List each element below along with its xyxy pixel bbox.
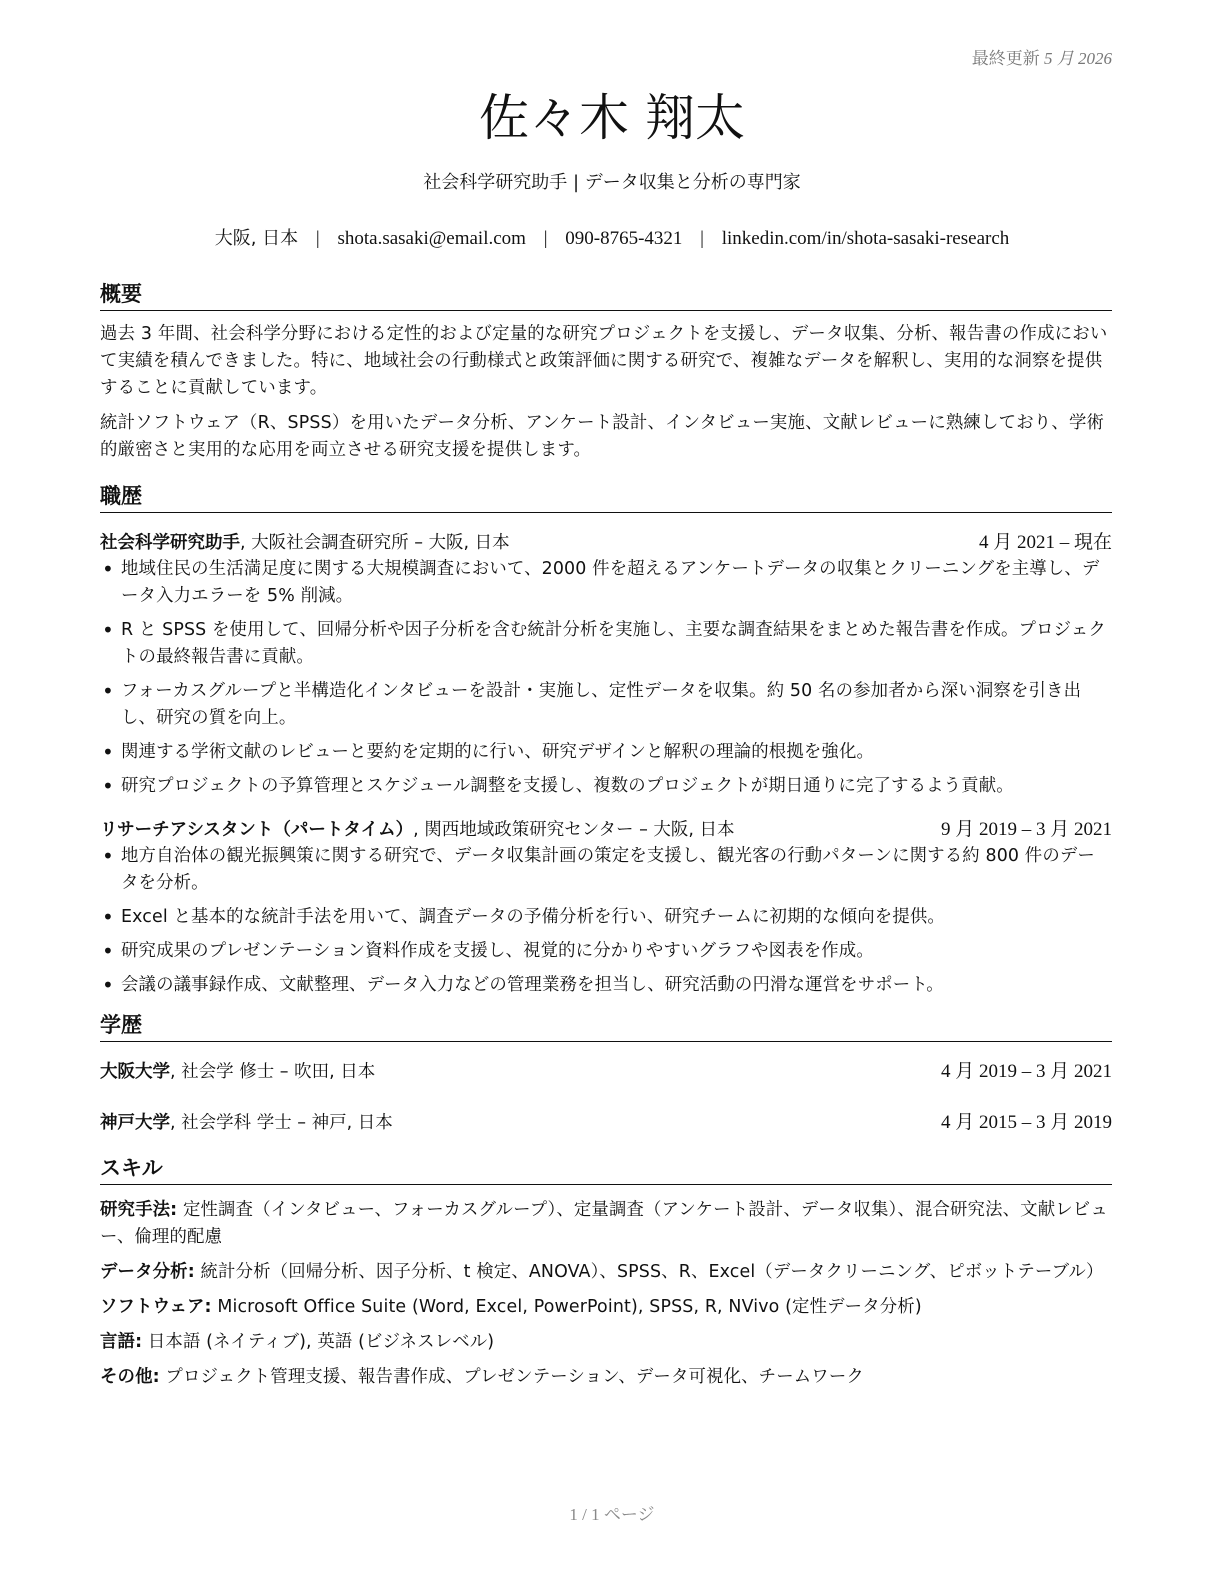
education-entry bbox=[100, 1056, 1112, 1083]
contact-line bbox=[0, 224, 1224, 250]
list-item: • 関連する学術文献のレビューと要約を定期的に行い、研究デザインと解釈の理論的根拠を強化。 bbox=[100, 739, 1112, 766]
skill-line bbox=[100, 1364, 1112, 1391]
education-date: 4 月 2019 – 3 月 2021 bbox=[940, 1061, 1112, 1082]
job-header bbox=[100, 527, 1112, 554]
list-item: • 地域住民の生活満足度に関する大規模調査において、2000 件を超えるアンケートデータの収集とクリーニングを主導し、データ入力エラーを 5% 削減。 bbox=[100, 556, 1112, 610]
skill-label: ソフトウェア: bbox=[100, 1297, 212, 1317]
job-title: リサーチアシスタント（パートタイム） bbox=[100, 820, 414, 840]
education-entry bbox=[100, 1107, 1112, 1134]
contact-location: 大阪, 日本 bbox=[214, 228, 299, 249]
contact-email[interactable]: shota.sasaki@email.com bbox=[337, 228, 526, 249]
skill-text: 統計分析（回帰分析、因子分析、t 検定、ANOVA）、SPSS、R、Excel（データクリーニング、ピボットテーブル） bbox=[194, 1262, 1104, 1282]
updated-year: 2026 bbox=[1078, 49, 1112, 68]
section-heading-summary: 概要 bbox=[100, 278, 1112, 311]
resume-body bbox=[100, 278, 1112, 1399]
job-date: 4 月 2021 – 現在 bbox=[978, 532, 1112, 553]
job-header bbox=[100, 814, 1112, 841]
job-organization: , 関西地域政策研究センター – 大阪, 日本 bbox=[413, 820, 735, 840]
list-item: • 研究成果のプレゼンテーション資料作成を支援し、視覚的に分かりやすいグラフや図表を作成。 bbox=[100, 938, 1112, 965]
job-entry bbox=[100, 527, 1112, 800]
skill-text: プロジェクト管理支援、報告書作成、プレゼンテーション、データ可視化、チームワーク bbox=[159, 1367, 864, 1387]
degree-detail: , 社会学科 学士 – 神戸, 日本 bbox=[170, 1113, 393, 1133]
contact-phone: 090-8765-4321 bbox=[565, 228, 683, 249]
skill-label: 研究手法: bbox=[100, 1200, 178, 1220]
list-item: • フォーカスグループと半構造化インタビューを設計・実施し、定性データを収集。約 50 名の参加者から深い洞察を引き出し、研究の質を向上。 bbox=[100, 678, 1112, 732]
job-bullets bbox=[100, 556, 1112, 800]
list-item: • 会議の議事録作成、文献整理、データ入力などの管理業務を担当し、研究活動の円滑な運営をサポート。 bbox=[100, 972, 1112, 999]
job-title: 社会科学研究助手 bbox=[100, 533, 240, 553]
skill-text: 日本語 (ネイティブ), 英語 (ビジネスレベル) bbox=[142, 1332, 495, 1352]
skill-text: Microsoft Office Suite (Word, Excel, PowerPoint), SPSS, R, NVivo (定性データ分析) bbox=[211, 1297, 922, 1317]
section-heading-experience: 職歴 bbox=[100, 480, 1112, 513]
skill-label: データ分析: bbox=[100, 1262, 195, 1282]
job-bullets bbox=[100, 843, 1112, 999]
summary-section bbox=[100, 278, 1112, 464]
job-entry bbox=[100, 814, 1112, 999]
list-item: • Excel と基本的な統計手法を用いて、調査データの予備分析を行い、研究チームに初期的な傾向を提供。 bbox=[100, 904, 1112, 931]
headline: 社会科学研究助手 | データ収集と分析の専門家 bbox=[423, 172, 801, 193]
list-item: • 研究プロジェクトの予算管理とスケジュール調整を支援し、複数のプロジェクトが期日通りに完了するよう貢献。 bbox=[100, 773, 1112, 800]
skill-label: その他: bbox=[100, 1367, 160, 1387]
school-name: 大阪大学 bbox=[100, 1062, 170, 1082]
school-name: 神戸大学 bbox=[100, 1113, 170, 1133]
job-organization: , 大阪社会調査研究所 – 大阪, 日本 bbox=[240, 533, 510, 553]
skills-section bbox=[100, 1152, 1112, 1391]
skill-line bbox=[100, 1259, 1112, 1286]
experience-section bbox=[100, 480, 1112, 999]
job-date: 9 月 2019 – 3 月 2021 bbox=[940, 819, 1112, 840]
skill-line bbox=[100, 1197, 1112, 1251]
updated-month: 5 月 bbox=[1044, 49, 1074, 68]
skill-text: 定性調査（インタビュー、フォーカスグループ）、定量調査（アンケート設計、データ収集）、混合研究法、文献レビュー、倫理的配慮 bbox=[100, 1200, 1108, 1247]
skill-label: 言語: bbox=[100, 1332, 143, 1352]
updated-prefix: 最終更新 bbox=[971, 49, 1040, 68]
skill-line bbox=[100, 1294, 1112, 1321]
contact-separator: | bbox=[543, 228, 548, 249]
education-section bbox=[100, 1009, 1112, 1134]
contact-separator: | bbox=[700, 228, 704, 249]
list-item: • 地方自治体の観光振興策に関する研究で、データ収集計画の策定を支援し、観光客の行動パターンに関する約 800 件のデータを分析。 bbox=[100, 843, 1112, 897]
summary-paragraph: 過去 3 年間、社会科学分野における定性的および定量的な研究プロジェクトを支援し、データ収集、分析、報告書の作成において実績を積んできました。特に、地域社会の行動様式と政策評価に関する研究で、複雑なデータを解釈し、実用的な洞察を提供することに貢献しています。 bbox=[100, 324, 1108, 398]
candidate-name: 佐々木 翔太 bbox=[479, 89, 745, 147]
list-item: • R と SPSS を使用して、回帰分析や因子分析を含む統計分析を実施し、主要な調査結果をまとめた報告書を作成。プロジェクトの最終報告書に貢献。 bbox=[100, 617, 1112, 671]
page-number: 1 / 1 ページ bbox=[569, 1505, 655, 1524]
section-heading-education: 学歴 bbox=[100, 1009, 1112, 1042]
last-updated bbox=[972, 44, 1112, 69]
education-date: 4 月 2015 – 3 月 2019 bbox=[940, 1112, 1112, 1133]
contact-linkedin[interactable]: linkedin.com/in/shota-sasaki-research bbox=[721, 228, 1010, 249]
skill-line bbox=[100, 1329, 1112, 1356]
degree-detail: , 社会学 修士 – 吹田, 日本 bbox=[170, 1062, 376, 1082]
contact-separator: | bbox=[315, 228, 320, 249]
section-heading-skills: スキル bbox=[100, 1152, 1112, 1185]
summary-paragraph: 統計ソフトウェア（R、SPSS）を用いたデータ分析、アンケート設計、インタビュー実施、文献レビューに熟練しており、学術的厳密さと実用的な応用を両立させる研究支援を提供します。 bbox=[100, 413, 1105, 460]
